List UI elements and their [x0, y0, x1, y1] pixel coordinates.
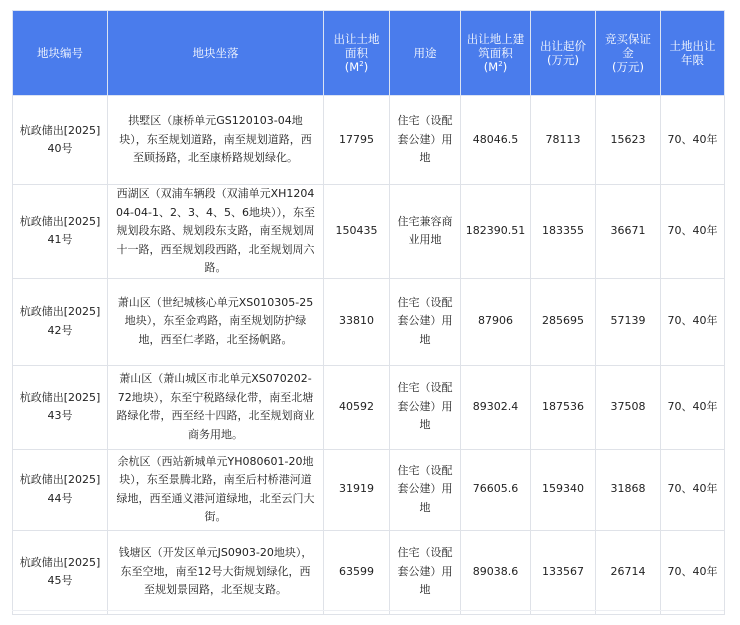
cell-floor-area: 87906 [461, 278, 531, 365]
floor-area-unit: $(M^2)$ [483, 60, 508, 74]
table-row [13, 530, 725, 614]
header-location: 地块坐落 [108, 11, 324, 96]
cell-parcel-id: 杭政储出[2025]43号 [13, 365, 108, 449]
cell-parcel-id: 杭政储出[2025]44号 [13, 449, 108, 530]
cell-deposit: 36671 [596, 185, 661, 279]
cell-term: 70、40年 [661, 278, 725, 365]
cell-parcel-id: 杭政储出[2025]41号 [13, 185, 108, 279]
table-row [13, 96, 725, 185]
cell-deposit: 15623 [596, 96, 661, 185]
cell-deposit: 26714 [596, 530, 661, 614]
land-area-unit: $(M^2)$ [344, 60, 369, 74]
header-parcel-id: 地块编号 [13, 11, 108, 96]
cell-land-area: 33810 [324, 278, 390, 365]
header-term: 土地出让年限 [661, 11, 725, 96]
cell-land-area: 150435 [324, 185, 390, 279]
cell-land-area: 17795 [324, 96, 390, 185]
table-row [13, 278, 725, 365]
cell-term: 70、40年 [661, 449, 725, 530]
table-row [13, 365, 725, 449]
cell-usage: 住宅（设配套公建）用地 [390, 96, 461, 185]
cell-floor-area: 76605.6 [461, 449, 531, 530]
cell-location: 萧山区（世纪城核心单元XS010305-25地块），东至金鸡路，南至规划防护绿地，西至仁孝路，北至扬帆路。 [108, 278, 324, 365]
cell-floor-area: 182390.51 [461, 185, 531, 279]
cell-start-price: 187536 [531, 365, 596, 449]
header-deposit: 竞买保证金 (万元) [596, 11, 661, 96]
table-row [13, 185, 725, 279]
cell-usage: 住宅（设配套公建）用地 [390, 530, 461, 614]
header-usage: 用途 [390, 11, 461, 96]
cell-usage: 住宅兼容商业用地 [390, 185, 461, 279]
cell-usage: 住宅（设配套公建）用地 [390, 449, 461, 530]
cell-term: 70、40年 [661, 530, 725, 614]
cell-deposit: 57139 [596, 278, 661, 365]
land-auction-table-container [12, 10, 724, 615]
cell-floor-area: 48046.5 [461, 96, 531, 185]
cell-term: 70、40年 [661, 96, 725, 185]
header-land-area: 出让土地面积 $(M^2)$ [324, 11, 390, 96]
cell-start-price: 78113 [531, 96, 596, 185]
cell-usage: 住宅（设配套公建）用地 [390, 365, 461, 449]
cell-deposit: 37508 [596, 365, 661, 449]
header-floor-area: 出让地上建筑面积 $(M^2)$ [461, 11, 531, 96]
cell-start-price: 159340 [531, 449, 596, 530]
cell-deposit: 31868 [596, 449, 661, 530]
cell-floor-area: 89038.6 [461, 530, 531, 614]
cell-start-price: 133567 [531, 530, 596, 614]
cell-start-price: 183355 [531, 185, 596, 279]
cell-location: 余杭区（西站新城单元YH080601-20地块），东至景腾北路，南至后村桥港河道绿地，西至通义港河道绿地，北至云门大街。 [108, 449, 324, 530]
cell-land-area: 63599 [324, 530, 390, 614]
cell-term: 70、40年 [661, 365, 725, 449]
cell-term: 70、40年 [661, 185, 725, 279]
land-auction-table [12, 10, 725, 615]
cell-floor-area: 89302.4 [461, 365, 531, 449]
cell-usage: 住宅（设配套公建）用地 [390, 278, 461, 365]
cell-parcel-id: 杭政储出[2025]45号 [13, 530, 108, 614]
header-start-price: 出让起价 (万元) [531, 11, 596, 96]
table-header-row [13, 11, 725, 96]
cell-location: 拱墅区（康桥单元GS120103-04地块），东至规划道路，南至规划道路，西至顾扬路，北至康桥路规划绿化。 [108, 96, 324, 185]
cell-location: 西湖区（双浦车辆段（双浦单元XH120404-04-1、2、3、4、5、6地块）），东至规划段东路、规划段东支路，南至规划周十一路，西至规划段西路，北至规划周六路。 [108, 185, 324, 279]
table-row [13, 449, 725, 530]
cell-land-area: 31919 [324, 449, 390, 530]
bottom-divider [12, 610, 724, 611]
cell-parcel-id: 杭政储出[2025]42号 [13, 278, 108, 365]
cell-parcel-id: 杭政储出[2025]40号 [13, 96, 108, 185]
cell-land-area: 40592 [324, 365, 390, 449]
cell-location: 萧山区（萧山城区市北单元XS070202-72地块），东至宁税路绿化带，南至北塘路绿化带，西至经十四路，北至规划商业商务用地。 [108, 365, 324, 449]
cell-start-price: 285695 [531, 278, 596, 365]
cell-location: 钱塘区（开发区单元JS0903-20地块），东至空地，南至12号大街规划绿化，西至规划景园路，北至规支路。 [108, 530, 324, 614]
